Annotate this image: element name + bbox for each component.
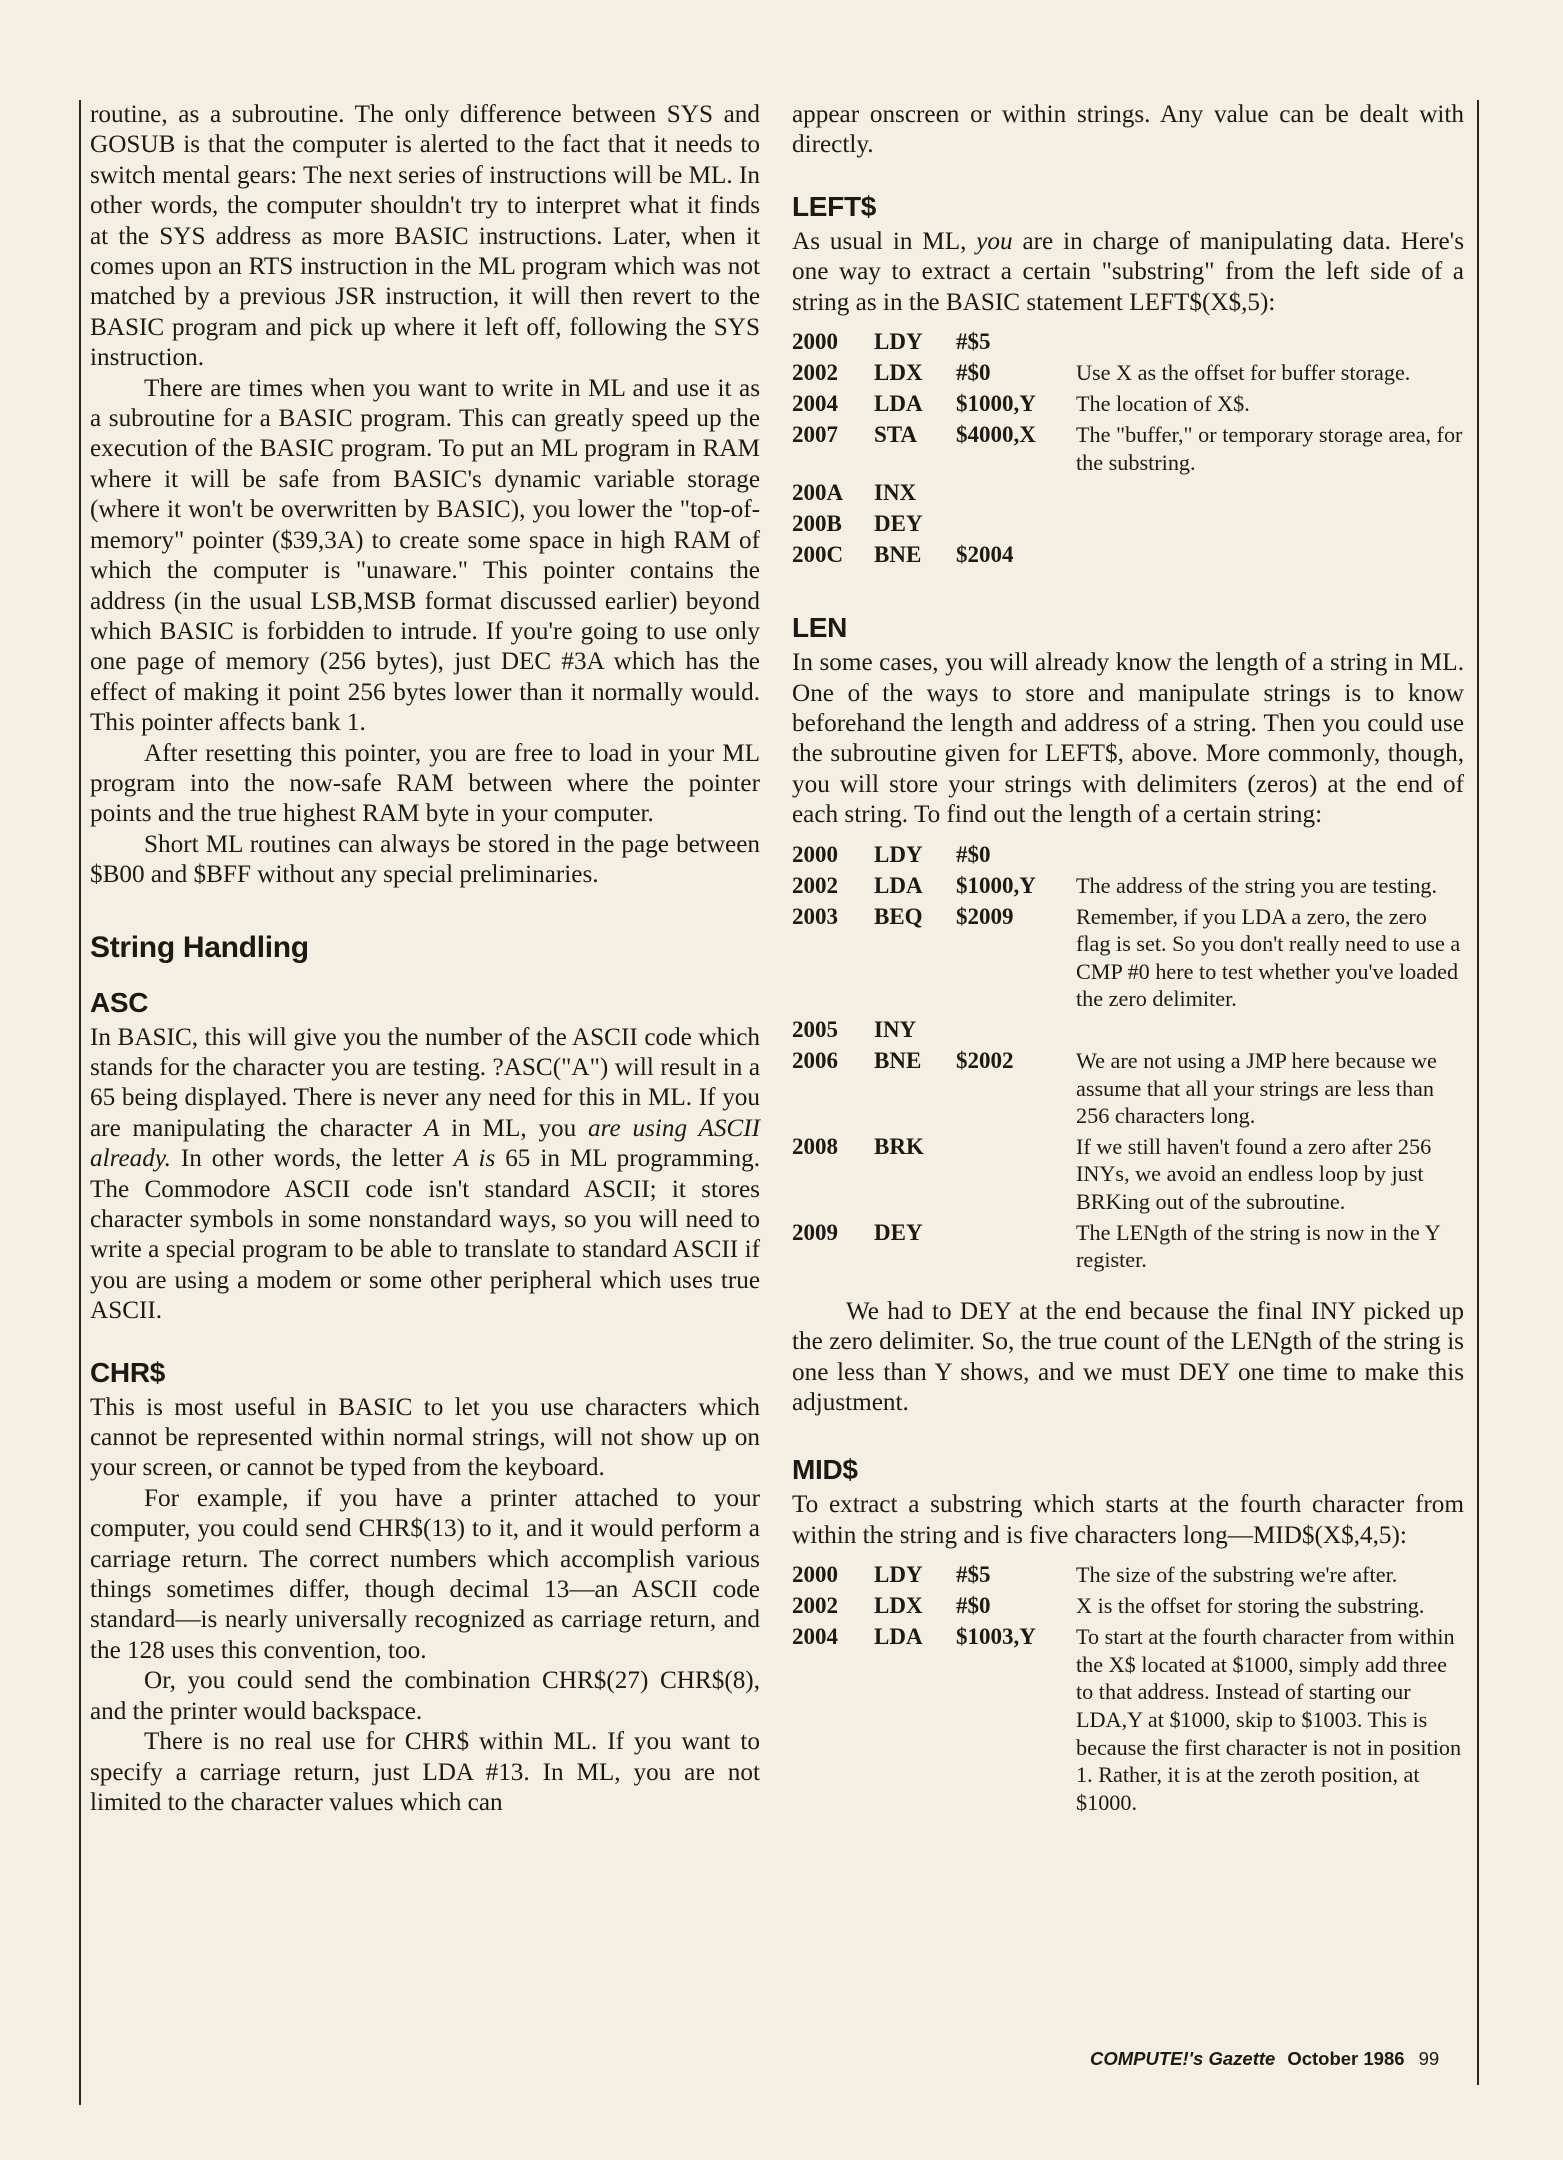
code-line: [792, 872, 1464, 903]
left-column-rule: [79, 100, 81, 2105]
code-comment: [1076, 510, 1464, 541]
code-listing-mid-body: [792, 1561, 1464, 1819]
paragraph-sys-gosub: routine, as a subroutine. The only difference between SYS and GOSUB is that the computer is alerted to the fact that it needs to switch mental gears: The next series of instructions will be ML. In other words, the computer shouldn't try to interpret what it finds at the SYS address as more BASIC instructions. Later, when it comes upon an RTS instruction in the ML program which was not matched by a previous JSR instruction, it will then revert to the BASIC program and pick up where it left off, following the SYS instruction.: [90, 101, 760, 372]
code-comment: We are not using a JMP here because we assume that all your strings are less than 256 characters long.: [1076, 1048, 1437, 1129]
code-opcode: INY: [874, 1017, 917, 1043]
code-listing-mid: [792, 1561, 1464, 1819]
paragraph-len-after: We had to DEY at the end because the final INY picked up the zero delimiter. So, the true count of the LENgth of the string is one less than Y shows, and we must DEY one time to make this adjustment.: [792, 1297, 1464, 1416]
code-address: 200A: [792, 480, 844, 506]
code-operand: #$0: [956, 841, 991, 867]
code-comment: [1076, 541, 1464, 572]
code-operand: #$0: [956, 360, 991, 386]
code-comment: X is the offset for storing the substring.: [1076, 1593, 1425, 1619]
paragraph-left: As usual in ML, you are in charge of manipulating data. Here's one way to extract a certain "substring" from the left side of a string as in the BASIC statement LEFT$(X$,5):: [792, 227, 1465, 316]
subheading-mid: MID$: [792, 1454, 858, 1486]
code-address: 200B: [792, 511, 842, 537]
code-line: [792, 421, 1464, 479]
code-comment: [1076, 1016, 1464, 1047]
subheading-chr: CHR$: [90, 1356, 166, 1388]
paragraph-chr-printer: For example, if you have a printer attached to your computer, you could send CHR$(13) to it, and it would perform a carriage return. The correct numbers which accomplish various things sometimes differ, though decimal 13—an ASCII code standard—is nearly universally recognized as carriage return, and the 128 uses this convention, too.: [90, 1484, 760, 1664]
paragraph-reset-pointer: After resetting this pointer, you are free to load in your ML program into the now-safe RAM between where the pointer points and the true highest RAM byte in your computer.: [90, 739, 760, 828]
code-opcode: INX: [874, 480, 917, 506]
paragraph-mid: To extract a substring which starts at the fourth character from within the string and is five characters long—MID$(X$,4,5):: [792, 1491, 1464, 1549]
code-opcode: STA: [874, 422, 918, 448]
code-operand: [956, 1016, 1076, 1047]
code-address: 2006: [792, 1048, 838, 1074]
paragraph-asc: In BASIC, this will give you the number of the ASCII code which stands for the character you are testing. ?ASC("A") will result in a 65 being displayed. There is never any need for this in ML. If you are manipulating the character A in ML, you are using ASCII already. In other words, the letter A is 65 in ML programming. The Commodore ASCII code isn't standard ASCII; it stores character symbols in some nonstandard ways, so you will need to write a special program to be able to translate to standard ASCII if you are using a modem or some other peripheral which uses true ASCII.: [90, 1023, 761, 1325]
code-operand: #$0: [956, 1593, 991, 1619]
code-address: 2002: [792, 360, 838, 386]
code-address: 200C: [792, 542, 844, 568]
code-opcode: BNE: [874, 542, 922, 568]
code-comment: [1076, 841, 1464, 872]
code-operand: $2002: [956, 1048, 1014, 1074]
code-operand: #$5: [956, 1562, 991, 1588]
section-heading-string-handling: String Handling: [90, 930, 309, 964]
code-comment: The address of the string you are testing.: [1076, 872, 1438, 898]
code-opcode: LDY: [874, 329, 923, 355]
code-opcode: DEY: [874, 511, 923, 537]
code-operand: [956, 1133, 1076, 1219]
code-opcode: BNE: [874, 1048, 922, 1074]
code-address: 2002: [792, 872, 838, 898]
code-address: 2009: [792, 1219, 838, 1245]
code-address: 2002: [792, 1593, 838, 1619]
code-comment: Use X as the offset for buffer storage.: [1076, 360, 1411, 386]
code-address: 2005: [792, 1017, 838, 1043]
code-comment: [1076, 328, 1464, 359]
left-column: [90, 100, 760, 1818]
code-line: [792, 510, 1464, 541]
page-footer: [1090, 2048, 1439, 2070]
paragraph-len: In some cases, you will already know the length of a string in ML. One of the ways to store and manipulate strings is to know beforehand the length and address of a string. Then you could use the subroutine given for LEFT$, above. More commonly, though, you will store your strings with delimiters (zeros) at the end of each string. To find out the length of a certain string:: [792, 649, 1464, 829]
code-address: 2004: [792, 391, 838, 417]
footer-page-number: 99: [1418, 2048, 1440, 2069]
code-opcode: DEY: [874, 1219, 923, 1245]
code-listing-left-body: [792, 328, 1464, 572]
code-address: 2007: [792, 422, 838, 448]
paragraph-short-routines: Short ML routines can always be stored in the page between $B00 and $BFF without any special preliminaries.: [90, 830, 760, 889]
code-opcode: LDA: [874, 391, 923, 417]
code-operand: $2009: [956, 903, 1014, 929]
code-operand: [956, 1219, 1076, 1277]
code-listing-len-body: [792, 841, 1464, 1277]
code-operand: $1000,Y: [956, 391, 1036, 417]
code-opcode: LDX: [874, 1593, 923, 1619]
code-opcode: BEQ: [874, 903, 923, 929]
code-line: [792, 479, 1464, 510]
code-opcode: LDX: [874, 360, 923, 386]
footer-magazine: COMPUTE!'s Gazette: [1090, 2048, 1276, 2069]
code-operand: #$5: [956, 329, 991, 355]
code-address: 2000: [792, 1562, 838, 1588]
code-operand: $2004: [956, 542, 1014, 568]
paragraph-continued: appear onscreen or within strings. Any value can be dealt with directly.: [792, 101, 1464, 159]
code-address: 2008: [792, 1133, 838, 1159]
code-opcode: LDA: [874, 872, 923, 898]
code-comment: The size of the substring we're after.: [1076, 1562, 1398, 1588]
code-line: [792, 541, 1464, 572]
code-address: 2000: [792, 841, 838, 867]
code-address: 2003: [792, 903, 838, 929]
code-line: [792, 1592, 1464, 1623]
code-line: [792, 359, 1464, 390]
code-opcode: LDY: [874, 841, 923, 867]
code-comment: If we still haven't found a zero after 256 INYs, we avoid an endless loop by just BRKing out of the subroutine.: [1076, 1133, 1432, 1214]
code-line: [792, 1047, 1464, 1133]
code-listing-len: [792, 841, 1464, 1277]
code-operand: [956, 479, 1076, 510]
subheading-asc: ASC: [90, 986, 149, 1018]
code-line: [792, 1219, 1464, 1277]
code-line: [792, 328, 1464, 359]
code-address: 2004: [792, 1624, 838, 1650]
paragraph-chr-backspace: Or, you could send the combination CHR$(27) CHR$(8), and the printer would backspace.: [90, 1667, 760, 1725]
paragraph-chr-ml: There is no real use for CHR$ within ML. If you want to specify a carriage return, just LDA #13. In ML, you are not limited to the character values which can: [90, 1728, 760, 1816]
code-operand: $1000,Y: [956, 872, 1036, 898]
code-comment: [1076, 479, 1464, 510]
code-opcode: LDA: [874, 1624, 923, 1650]
code-comment: The LENgth of the string is now in the Y register.: [1076, 1219, 1440, 1273]
code-comment: The "buffer," or temporary storage area, for the substring.: [1076, 422, 1463, 475]
code-line: [792, 1016, 1464, 1047]
code-line: [792, 1561, 1464, 1592]
paragraph-ml-subroutine: There are times when you want to write in ML and use it as a subroutine for a BASIC program. This can greatly speed up the execution of the BASIC program. To put an ML program in RAM where it will be safe from BASIC's dynamic variable storage (where it won't be overwritten by BASIC), you lower the "top-of-memory" pointer ($39,3A) to create some space in high RAM of which the computer is "unaware." This pointer contains the address (in the usual LSB,MSB format discussed earlier) beyond which BASIC is forbidden to intrude. If you're going to use only one page of memory (256 bytes), just DEC #3A which has the effect of making it point 256 bytes lower than it normally would. This pointer affects bank 1.: [90, 374, 760, 737]
code-operand: $1003,Y: [956, 1624, 1036, 1650]
code-opcode: LDY: [874, 1562, 923, 1588]
subheading-len: LEN: [792, 612, 848, 644]
code-line: [792, 390, 1464, 421]
code-opcode: BRK: [874, 1133, 924, 1159]
paragraph-chr-intro: This is most useful in BASIC to let you use characters which cannot be represented within normal strings, will not show up on your screen, or cannot be typed from the keyboard.: [90, 1393, 760, 1482]
code-comment: To start at the fourth character from within the X$ located at $1000, simply add three to that address. Instead of starting our LDA,Y at $1000, skip to $1003. This is because the first character is not in position 1. Rather, it is at the zeroth position, at $1000.: [1076, 1624, 1462, 1815]
code-listing-left: [792, 328, 1464, 572]
right-column: [792, 100, 1464, 1839]
footer-date: October 1986: [1287, 2048, 1405, 2069]
code-line: [792, 1133, 1464, 1219]
subheading-left: LEFT$: [792, 190, 877, 222]
code-comment: Remember, if you LDA a zero, the zero flag is set. So you don't really need to use a CMP #0 here to test whether you've loaded the zero delimiter.: [1076, 903, 1461, 1012]
code-address: 2000: [792, 329, 838, 355]
code-line: [792, 1623, 1464, 1819]
code-operand: $4000,X: [956, 422, 1036, 448]
code-comment: The location of X$.: [1076, 391, 1250, 417]
code-line: [792, 841, 1464, 872]
code-line: [792, 903, 1464, 1016]
right-column-rule: [1477, 100, 1479, 2085]
code-operand: [956, 510, 1076, 541]
